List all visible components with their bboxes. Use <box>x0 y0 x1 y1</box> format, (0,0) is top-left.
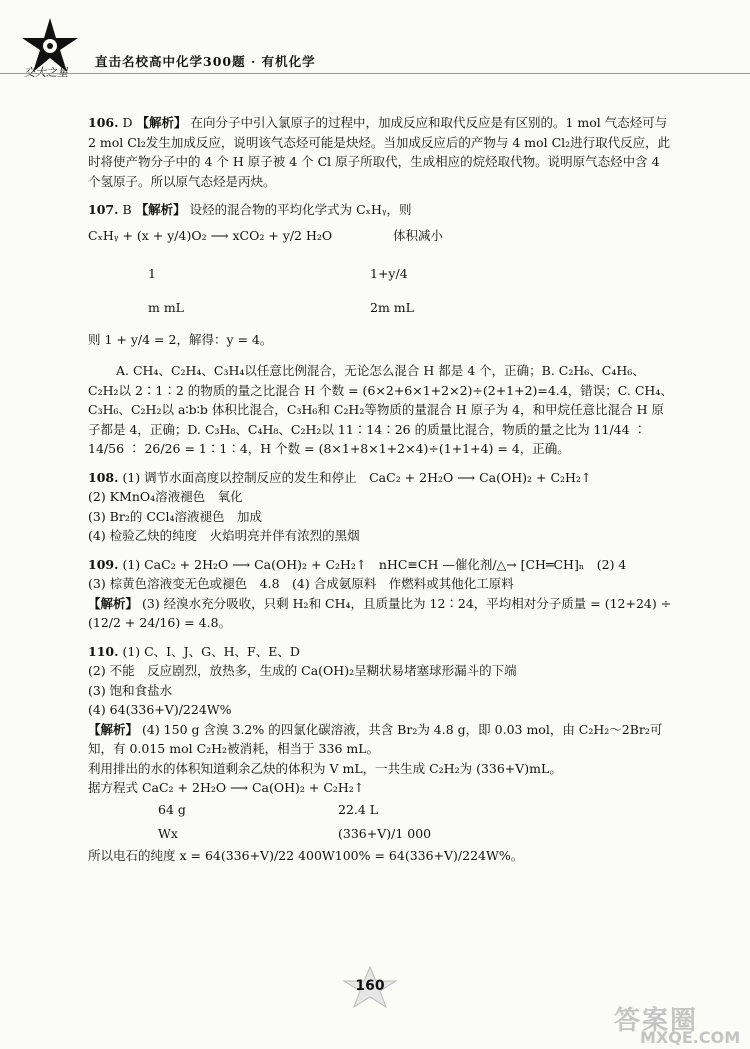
q109-analysis: (3) 经溴水充分吸收，只剩 H₂和 CH₄，且质量比为 12∶24，平均相对分子质量 = (12+24) ÷ (12/2 + 24/16) = 4.8。 <box>88 595 672 630</box>
q107-analysis-tag: 【解析】 <box>135 202 186 217</box>
q108-part-1: (1) 调节水面高度以控制反应的发生和停止 CaC₂ + 2H₂O ⟶ Ca(OH)₂ + C₂H₂↑ <box>122 469 592 485</box>
q110-part-2: (2) 不能 反应剧烈，放热多，生成的 Ca(OH)₂呈糊状易堵塞球形漏斗的下端 <box>88 663 517 678</box>
q110-equation: 据方程式 CaC₂ + 2H₂O ⟶ Ca(OH)₂ + C₂H₂↑ <box>88 780 365 795</box>
q107-equation-note: 体积减小 <box>393 227 444 243</box>
q107-head <box>88 200 673 220</box>
q110-analysis-2: 利用排出的水的体积知道剩余乙炔的体积为 V mL，一共生成 C₂H₂为 (336+V)mL。 <box>88 760 562 776</box>
q110-part-3: (3) 饱和食盐水 <box>88 682 173 698</box>
q107-equation-row <box>88 220 673 250</box>
q107-answer: B <box>122 202 132 217</box>
watermark-url: MXQE.COM <box>640 1028 741 1047</box>
header-divider <box>0 73 750 74</box>
q107-ratio-row-1 <box>88 250 673 288</box>
q110-row2-right: (336+V)/1 000 <box>338 825 432 841</box>
q108-number: 108. <box>88 469 119 485</box>
answer-content <box>88 113 673 865</box>
q107-row2-right: 2m mL <box>370 299 414 315</box>
q110-analysis-line <box>88 720 673 759</box>
q110-part-1: (1) C、I、J、G、H、F、E、D <box>122 643 300 659</box>
q110-row1-right: 22.4 L <box>338 801 379 817</box>
question-108 <box>88 468 673 546</box>
logo-text: 交大之星 <box>24 66 68 79</box>
q110-row1-left: 64 g <box>158 801 186 817</box>
q110-number: 110. <box>88 643 119 659</box>
q108-part-2: (2) KMnO₄溶液褪色 氧化 <box>88 489 243 504</box>
q107-row2-left: m mL <box>148 299 184 315</box>
q108-part-4: (4) 检验乙炔的纯度 火焰明亮并伴有浓烈的黑烟 <box>88 528 360 543</box>
q108-line-1 <box>88 468 673 488</box>
header-title: 直击名校高中化学300题 · 有机化学 <box>95 54 316 69</box>
q106-text <box>88 113 673 191</box>
q110-ratio-row-1 <box>88 798 673 822</box>
q106-number: 106. <box>88 115 119 130</box>
q107-solve: 则 1 + y/4 = 2，解得：y = 4。 <box>88 331 273 347</box>
q110-conclusion: 所以电石的纯度 x = 64(336+V)/22 400W100% = 64(336+V)/224W%。 <box>88 847 524 863</box>
q107-number: 107. <box>88 202 119 217</box>
q107-intro: 设烃的混合物的平均化学式为 CₓHᵧ，则 <box>189 202 412 217</box>
q110-row2-left: Wx <box>158 825 178 841</box>
q106-analysis-tag: 【解析】 <box>136 115 187 130</box>
q109-analysis-tag: 【解析】 <box>88 595 139 611</box>
q107-row1-right: 1+y/4 <box>370 265 408 281</box>
q110-line-1 <box>88 642 673 662</box>
question-109 <box>88 555 673 633</box>
page-number: 160 <box>355 978 385 994</box>
q107-equation: CₓHᵧ + (x + y/4)O₂ ⟶ xCO₂ + y/2 H₂O <box>88 227 333 243</box>
q106-answer: D <box>122 115 133 130</box>
q107-row1-left: 1 <box>148 265 156 281</box>
q106-analysis: 在向分子中引入氯原子的过程中，加成反应和取代反应是有区别的。1 mol 气态烃可与 2 mol Cl₂发生加成反应，说明该气态烃可能是炔烃。当加成反应后的产物与 4 mol Cl₂进行取代反应，此时将使产物分子中的 4 个 H 原子被 4 个 Cl 原子所取代，生成相应的烷烃取代物。说明原气态烃中含 4 个氢原子。所以原气态烃是丙炔。 <box>88 115 671 189</box>
page-header <box>0 0 750 82</box>
q109-number: 109. <box>88 556 119 572</box>
q109-analysis-line <box>88 594 673 633</box>
q110-analysis-tag: 【解析】 <box>88 721 139 737</box>
q107-ratio-row-2 <box>88 288 673 322</box>
q110-analysis-1: (4) 150 g 含溴 3.2% 的四氯化碳溶液，共含 Br₂为 4.8 g，即 0.03 mol，由 C₂H₂～2Br₂可知，有 0.015 mol C₂H₂被消耗，相当于 336 mL。 <box>88 721 663 756</box>
q107-option-analysis: A. CH₄、C₂H₄、C₃H₄以任意比例混合，无论怎么混合 H 都是 4 个，正确；B. C₂H₆、C₄H₆、C₂H₂以 2∶1∶2 的物质的量之比混合 H 个数 = (6×2+6×1+2×2)÷(2+1+2)=4.4，错误；C. CH₄、C₃H₆、C₂H₂以 a∶b∶b 体积比混合，C₃H₆和 C₂H₂等物质的量混合 H 原子为 4，和甲烷任意比混合 H 原子都是 4，正确；D. C₃H₈、C₄H₈、C₂H₂以 11∶14∶26 的质量比混合，物质的量之比为 11/44 ∶ 14/56 ∶ 26/26 = 1∶1∶4，H 个数 = (8×1+8×1+2×4)÷(1+1+4) = 4，正确。 <box>88 363 673 456</box>
q109-line-1 <box>88 555 673 575</box>
q110-ratio-row-2 <box>88 822 673 846</box>
q109-part-2: (3) 棕黄色溶液变无色或褪色 4.8 (4) 合成氨原料 作燃料或其他化工原料 <box>88 576 514 591</box>
watermark-text: 答案圈 <box>614 1006 699 1036</box>
q110-part-4: (4) 64(336+V)/224W% <box>88 702 232 717</box>
question-110 <box>88 642 673 866</box>
q109-part-1: (1) CaC₂ + 2H₂O ⟶ Ca(OH)₂ + C₂H₂↑ nHC≡CH —催化剂/△→ [CH═CH]ₙ (2) 4 <box>122 556 627 572</box>
question-107 <box>88 200 673 459</box>
question-106 <box>88 113 673 191</box>
q108-part-3: (3) Br₂的 CCl₄溶液褪色 加成 <box>88 508 262 524</box>
